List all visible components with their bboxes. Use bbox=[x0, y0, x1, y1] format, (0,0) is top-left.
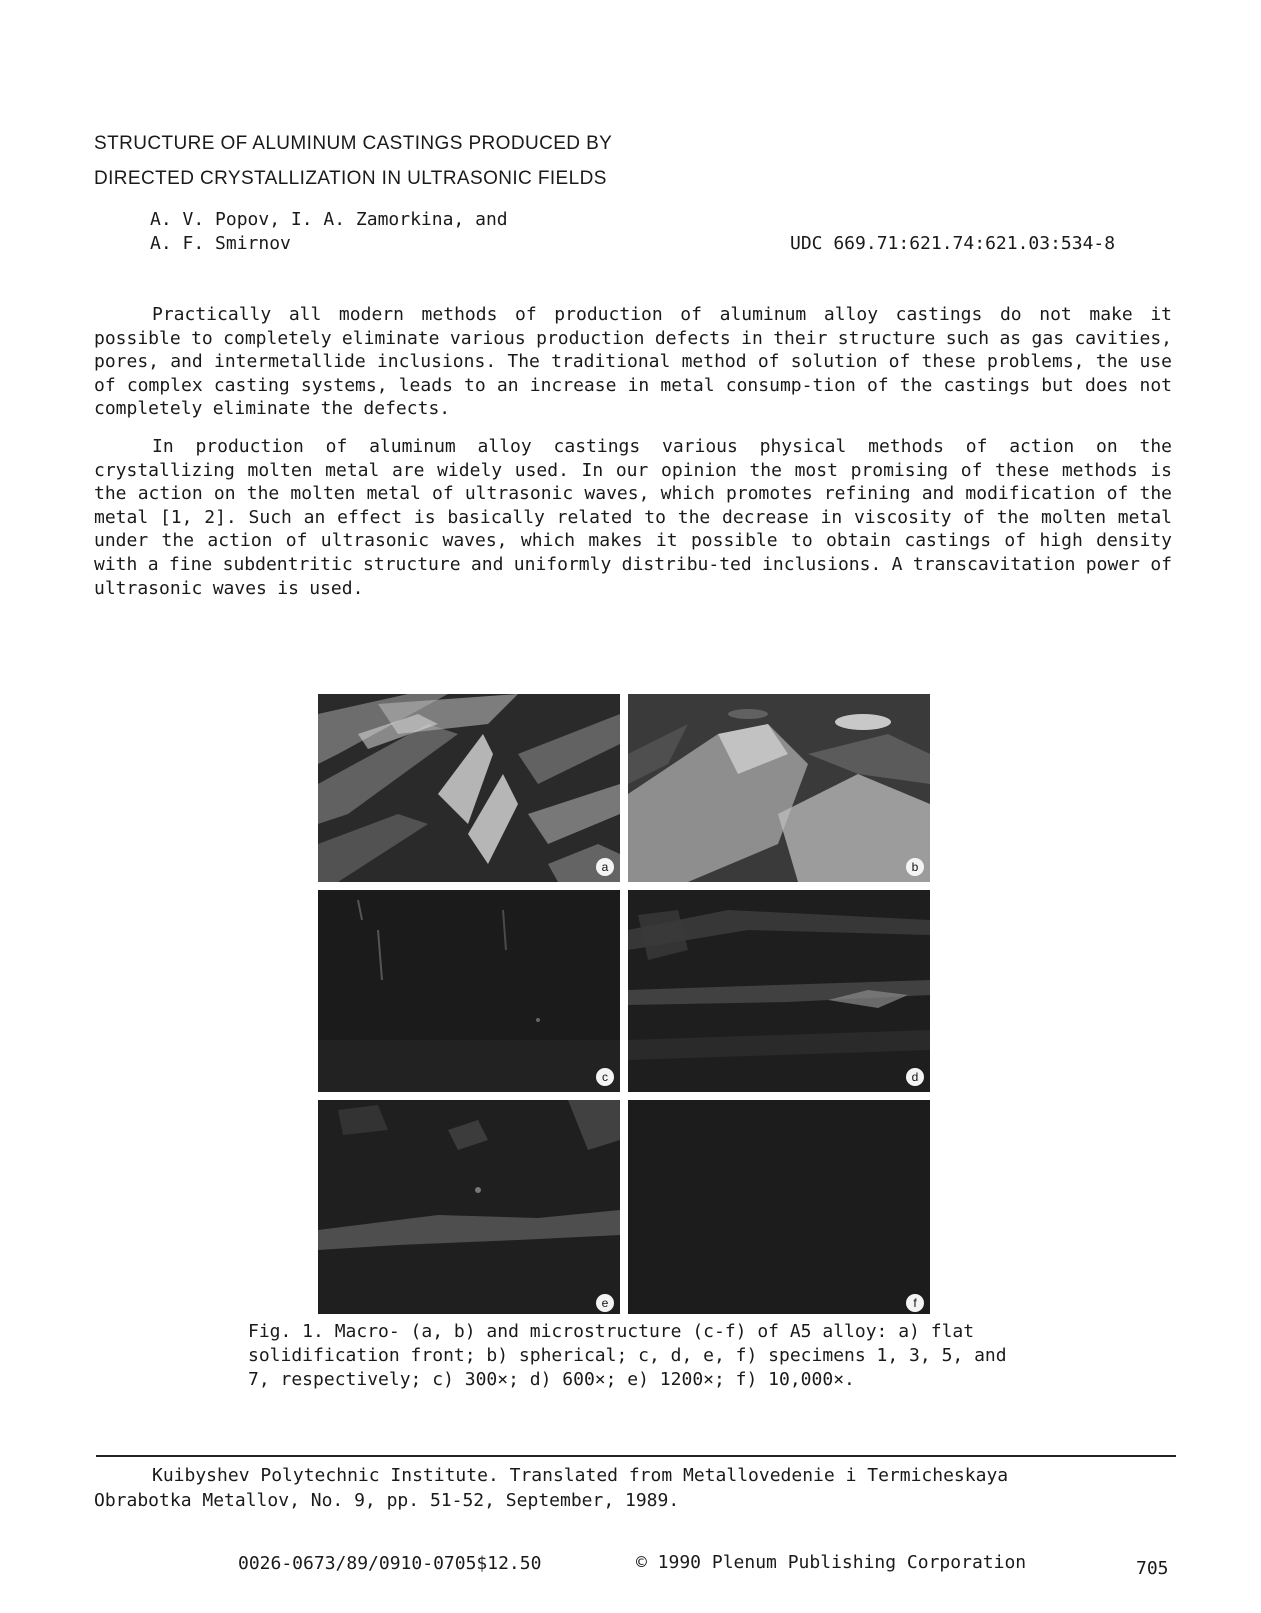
panel-label-e: e bbox=[596, 1294, 614, 1312]
panel-label-b: b bbox=[906, 858, 924, 876]
body-text bbox=[94, 303, 1172, 614]
panel-label-d: d bbox=[906, 1068, 924, 1086]
page-number: 705 bbox=[1136, 1558, 1169, 1579]
authors-line-2: A. F. Smirnov bbox=[150, 233, 291, 254]
micrograph-panel-d bbox=[628, 890, 930, 1092]
panel-label-a: a bbox=[596, 858, 614, 876]
authors bbox=[150, 208, 508, 256]
micrograph-panel-b bbox=[628, 694, 930, 882]
authors-line-1: A. V. Popov, I. A. Zamorkina, and bbox=[150, 209, 508, 230]
panel-label-c: c bbox=[596, 1068, 614, 1086]
micrograph-panel-a bbox=[318, 694, 620, 882]
micrograph-panel-e bbox=[318, 1100, 620, 1314]
journal-code: 0026-0673/89/0910-0705$12.50 bbox=[238, 1553, 542, 1574]
figure-1 bbox=[318, 694, 930, 1314]
micrograph-panel-f bbox=[628, 1100, 930, 1314]
title-line-1: STRUCTURE OF ALUMINUM CASTINGS PRODUCED BY bbox=[94, 133, 613, 154]
affiliation-line-1: Kuibyshev Polytechnic Institute. Translated from Metallovedenie i Termicheskaya bbox=[152, 1465, 1009, 1486]
affiliation-line-2: Obrabotka Metallov, No. 9, pp. 51-52, September, 1989. bbox=[94, 1490, 680, 1511]
title-line-2: DIRECTED CRYSTALLIZATION IN ULTRASONIC FIELDS bbox=[94, 168, 607, 189]
figure-caption: Fig. 1. Macro- (a, b) and microstructure (c-f) of A5 alloy: a) flat solidification front; b) spherical; c, d, e, f) specimens 1, 3, 5, and 7, respectively; c) 300×; d) 600×; e) 1200×; f) 10,000×. bbox=[248, 1321, 1007, 1390]
copyright-notice: © 1990 Plenum Publishing Corporation bbox=[636, 1552, 1027, 1573]
micrograph-panel-c bbox=[318, 890, 620, 1092]
paper-title bbox=[94, 126, 612, 196]
paragraph-1: Practically all modern methods of production of aluminum alloy castings do not make it possible to completely eliminate various production defects in their structure such as gas cavities, pores, and intermetallide inclusions. The traditional method of solution of these problems, the use of complex casting systems, leads to an increase in metal consump-tion of the castings but does not completely eliminate the defects. bbox=[94, 304, 1172, 420]
affiliation-footnote bbox=[94, 1463, 1174, 1513]
udc-code: UDC 669.71:621.74:621.03:534-8 bbox=[790, 233, 1116, 254]
paragraph-2: In production of aluminum alloy castings various physical methods of action on the crystallizing molten metal are widely used. In our opinion the most promising of these methods is the action on the molten metal of ultrasonic waves, which promotes refining and modification of the metal [1, 2]. Such an effect is basically related to the decrease in viscosity of the molten metal under the action of ultrasonic waves, which makes it possible to obtain castings of high density with a fine subdentritic structure and uniformly distribu-ted inclusions. A transcavitation power of ultrasonic waves is used. bbox=[94, 435, 1172, 599]
panel-label-f: f bbox=[906, 1294, 924, 1312]
footnote-divider bbox=[96, 1455, 1176, 1457]
